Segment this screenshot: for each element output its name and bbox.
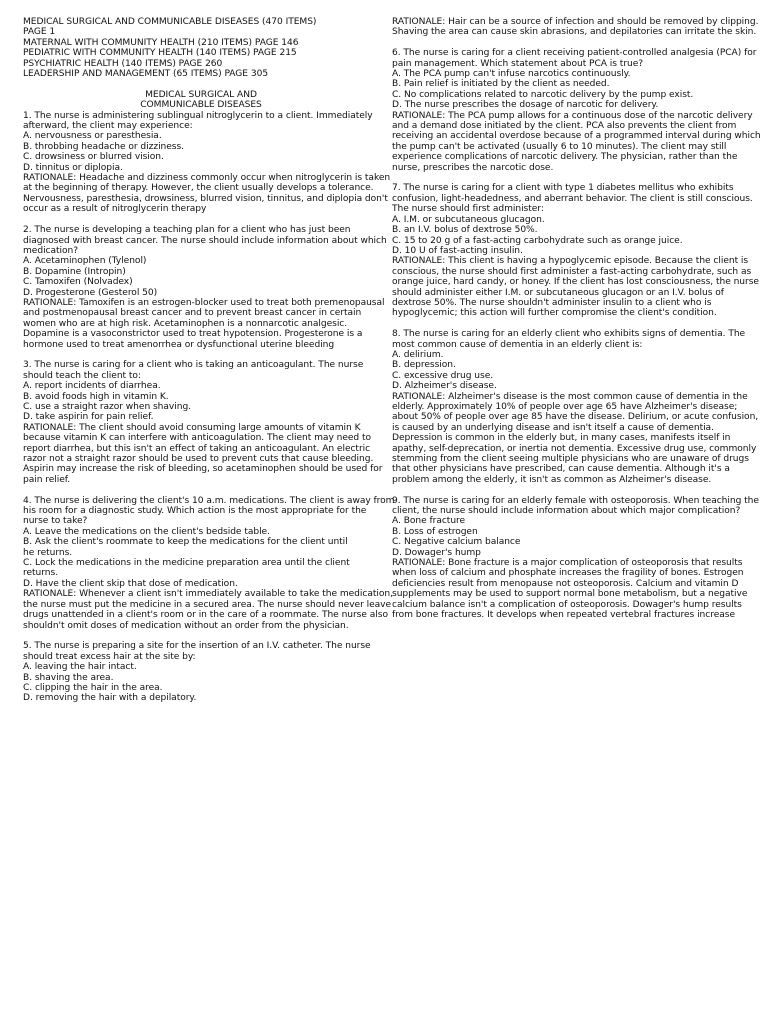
text-line: B. Loss of estrogen [392,526,478,537]
text-line: about 50% of people over age 85 have the disease. Delirium, or acute confusion, [392,412,759,423]
text-line: RATIONALE: The PCA pump allows for a continuous dose of the narcotic delivery [392,110,753,121]
text-line: B. Dopamine (Intropin) [23,266,126,277]
blank-line [23,631,379,641]
text-line: B. Ask the client's roommate to keep the medications for the client until [23,537,348,548]
text-line: 3. The nurse is caring for a client who is taking an anticoagulant. The nurse [23,360,364,371]
text-line: afterward, the client may experience: [23,121,193,132]
text-line: 5. The nurse is preparing a site for the insertion of an I.V. catheter. The nurse [23,641,371,652]
text-line: the pump can't be activated (usually 6 to 10 minutes). The client may still [392,141,727,152]
text-line: elderly. Approximately 10% of people over age 65 have Alzheimer's disease; [392,401,738,412]
text-line: A. Bone fracture [392,516,466,527]
text-line: calcium balance isn't a complication of osteoporosis. Dowager's hump results [392,599,742,610]
text-line: 8. The nurse is caring for an elderly client who exhibits signs of dementia. The [392,329,746,340]
text-line: COMMUNICABLE DISEASES [140,100,262,111]
blank-line [392,319,748,329]
text-line: D. Have the client skip that dose of medication. [23,578,238,589]
text-line: RATIONALE: Hair can be a source of infection and should be removed by clipping. [392,17,759,27]
text-line: A. I.M. or subcutaneous glucagon. [392,214,545,225]
text-line: apathy, self-deprecation, or inertia not dementia. Excessive drug use, commonly [392,443,757,454]
text-line: and a demand dose initiated by the client. PCA also prevents the client from [392,121,737,132]
left-column [23,17,395,704]
text-line: hypoglycemic; this action will further compromise the client's condition. [392,308,717,319]
text-line: pain relief. [23,474,71,485]
text-line: C. excessive drug use. [392,370,494,381]
text-line: LEADERSHIP AND MANAGEMENT (65 ITEMS) PAGE 305 [23,69,269,80]
text-line: 2. The nurse is developing a teaching plan for a client who has just been [23,225,351,236]
text-line: his room for a diagnostic study. Which action is the most appropriate for the [23,506,367,517]
text-line: returns. [23,568,59,579]
blank-line [23,485,379,495]
text-line: razor not a straight razor should be used to prevent cuts that cause bleeding. [23,454,374,465]
text-line: Depression is common in the elderly but, in many cases, manifests itself in [392,433,731,444]
text-line: diagnosed with breast cancer. The nurse should include information about which [23,235,387,246]
text-line: at the beginning of therapy. However, the client usually develops a tolerance. [23,183,374,194]
text-line: B. throbbing headache or dizziness. [23,141,185,152]
text-line: Aspirin may increase the risk of bleeding, so acetaminophen should be used for [23,464,383,475]
text-line: confusion, light-headedness, and aberrant behavior. The client is still conscious. [392,193,753,204]
blank-line [392,38,748,48]
blank-line [23,350,379,360]
text-line: A. nervousness or paresthesia. [23,131,162,142]
text-line: dextrose 50%. The nurse shouldn't administer insulin to a client who is [392,297,712,308]
text-line: from bone fractures. It develops when repeated vertebral fractures increase [392,610,736,621]
text-line: that other physicians have prescribed, can cause dementia. Although it's a [392,464,730,475]
blank-line [392,485,748,495]
text-line: Nervousness, paresthesia, drowsiness, blurred vision, tinnitus, and diplopia don't [23,193,388,204]
text-line: RATIONALE: Bone fracture is a major complication of osteoporosis that results [392,558,743,569]
text-line: 9. The nurse is caring for an elderly female with osteoporosis. When teaching the [392,495,759,506]
text-line: A. Acetaminophen (Tylenol) [23,256,147,267]
text-line: PAGE 1 [23,27,56,38]
blank-line [23,215,379,225]
text-line: C. use a straight razor when shaving. [23,401,192,412]
text-line: A. delirium. [392,349,444,360]
text-line: shouldn't omit doses of medication without an order from the physician. [23,620,349,631]
text-line: should treat excess hair at the site by: [23,651,196,662]
text-line: A. Leave the medications on the client's bedside table. [23,526,270,537]
text-line: should administer either I.M. or subcutaneous glucagon or an I.V. bolus of [392,287,724,298]
text-line: D. Alzheimer's disease. [392,381,497,392]
text-line: C. Tamoxifen (Nolvadex) [23,277,133,288]
text-line: because vitamin K can interfere with anticoagulation. The client may need to [23,433,372,444]
text-line: orange juice, hard candy, or honey. If the client has lost consciousness, the nurse [392,277,759,288]
text-line: D. take aspirin for pain relief. [23,412,154,423]
text-line: C. Negative calcium balance [392,537,521,548]
text-line: D. tinnitus or diplopia. [23,162,123,173]
text-line: 7. The nurse is caring for a client with type 1 diabetes mellitus who exhibits [392,183,734,194]
text-line: problem among the elderly, it isn't as common as Alzheimer's disease. [392,474,712,485]
text-line: RATIONALE: Alzheimer's disease is the most common cause of dementia in the [392,391,748,402]
text-line: drugs unattended in a client's room or in the care of a roommate. The nurse also [23,610,388,621]
text-line: most common cause of dementia in an elderly client is: [392,339,643,350]
blank-line [392,173,748,183]
text-line: receiving an accidental overdose because of a programmed interval during which [392,131,761,142]
text-line: when loss of calcium and phosphate increases the fragility of bones. Estrogen [392,568,744,579]
text-line: B. Pain relief is initiated by the client as needed. [392,79,610,90]
text-line: he returns. [23,547,73,558]
text-line: experience complications of narcotic delivery. The physician, rather than the [392,152,738,163]
text-line: D. Dowager's hump [392,547,481,558]
text-line: D. removing the hair with a depilatory. [23,693,197,704]
text-line: and postmenopausal breast cancer and to prevent breast cancer in certain [23,308,362,319]
text-line: the nurse must put the medicine in a secured area. The nurse should never leave [23,599,392,610]
text-line: RATIONALE: Headache and dizziness commonly occur when nitroglycerin is taken [23,173,391,184]
text-line: deficiencies result from menopause not osteoporosis. Calcium and vitamin D [392,578,739,589]
text-line: PSYCHIATRIC HEALTH (140 ITEMS) PAGE 260 [23,58,223,69]
text-line: hormone used to treat amenorrhea or dysfunctional uterine bleeding [23,339,335,350]
text-line: nurse, prescribes the narcotic dose. [392,162,554,173]
text-line: supplements may be used to support normal bone metabolism, but a negative [392,589,748,600]
text-line: Shaving the area can cause skin abrasions, and depilatories can irritate the skin. [392,27,757,38]
text-line: 6. The nurse is caring for a client receiving patient-controlled analgesia (PCA) for [392,48,757,59]
text-line: Dopamine is a vasoconstrictor used to treat hypotension. Progesterone is a [23,329,363,340]
text-line: D. Progesterone (Gesterol 50) [23,287,158,298]
text-line: should teach the client to: [23,370,141,381]
text-line: 1. The nurse is administering sublingual nitroglycerin to a client. Immediately [23,110,373,121]
text-line: stemming from the client seeing multiple physicians who are unaware of drugs [392,454,749,465]
text-line: B. shaving the area. [23,672,114,683]
text-line: A. The PCA pump can't infuse narcotics continuously. [392,69,631,80]
text-line: RATIONALE: Tamoxifen is an estrogen-blocker used to treat both premenopausal [23,297,385,308]
text-line: MEDICAL SURGICAL AND [145,89,257,100]
text-line: A. leaving the hair intact. [23,662,137,673]
text-line: client, the nurse should include information about which major complication? [392,506,741,517]
text-line: D. 10 U of fast-acting insulin. [392,245,523,256]
text-line: D. The nurse prescribes the dosage of narcotic for delivery. [392,100,659,111]
text-line: C. Lock the medications in the medicine preparation area until the client [23,558,350,569]
text-line: RATIONALE: Whenever a client isn't immediately available to take the medication, [23,589,393,600]
text-line: C. drowsiness or blurred vision. [23,152,164,163]
text-line: A. report incidents of diarrhea. [23,381,161,392]
text-line: RATIONALE: The client should avoid consuming large amounts of vitamin K [23,422,361,433]
text-line: pain management. Which statement about PCA is true? [392,58,644,69]
right-column [392,17,761,621]
text-line: 4. The nurse is delivering the client's 10 a.m. medications. The client is away from [23,495,395,506]
text-line: B. avoid foods high in vitamin K. [23,391,169,402]
text-line: C. No complications related to narcotic delivery by the pump exist. [392,89,694,100]
text-line: RATIONALE: This client is having a hypoglycemic episode. Because the client is [392,256,749,267]
text-line: C. clipping the hair in the area. [23,682,163,693]
text-line: report diarrhea, but this isn't an effect of taking an anticoagulant. An electric [23,443,371,454]
text-line: occur as a result of nitroglycerin therapy [23,204,207,215]
text-line: nurse to take? [23,516,88,527]
text-line: C. 15 to 20 g of a fast-acting carbohydrate such as orange juice. [392,235,683,246]
text-line: B. depression. [392,360,456,371]
text-line: women who are at high risk. Acetaminophen is a nonnarcotic analgesic. [23,318,348,329]
text-line: B. an I.V. bolus of dextrose 50%. [392,225,538,236]
blank-line [23,79,379,89]
text-line: conscious, the nurse should first administer a fast-acting carbohydrate, such as [392,266,752,277]
text-line: MATERNAL WITH COMMUNITY HEALTH (210 ITEMS) PAGE 146 [23,37,299,48]
text-line: The nurse should first administer: [392,204,544,215]
text-line: is caused by an underlying disease and isn't itself a cause of dementia. [392,422,714,433]
text-line: medication? [23,245,79,256]
text-line: MEDICAL SURGICAL AND COMMUNICABLE DISEASES (470 ITEMS) [23,17,317,27]
text-line: PEDIATRIC WITH COMMUNITY HEALTH (140 ITEMS) PAGE 215 [23,48,297,59]
